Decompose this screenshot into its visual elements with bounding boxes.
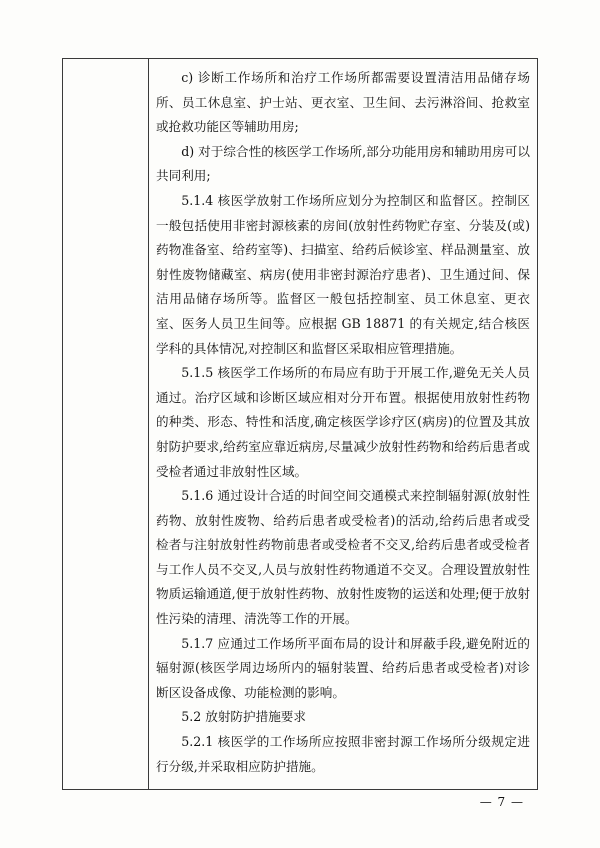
paragraph-5-1-4: 5.1.4 核医学放射工作场所应划分为控制区和监督区。控制区一般包括使用非密封源核素的房间(放射性药物贮存室、分装及(或)药物准备室、给药室等)、扫描室、给药后候诊室、样品测量室、放射性废物储藏室、病房(使用非密封源治疗患者)、卫生通过间、保洁用品储存场所等。监督区一般包括控制室、员工休息室、更衣室、医务人员卫生间等。应根据 GB 18871 的有关规定,结合核医学科的具体情况,对控制区和监督区采取相应管理措施。 [156,192,530,356]
paragraph-d: d) 对于综合性的核医学工作场所,部分功能用房和辅助用房可以共同利用; [156,143,530,184]
paragraph-c: c) 诊断工作场所和治疗工作场所都需要设置清洁用品储存场所、员工休息室、护士站、更衣室、卫生间、去污淋浴间、抢救室或抢救功能区等辅助用房; [156,70,530,135]
page-number: — 7 — [479,795,524,809]
left-column-rule [148,58,149,790]
paragraph-5-2-1: 5.2.1 核医学的工作场所应按照非密封源工作场所分级规定进行分级,并采取相应防护措施。 [156,734,530,774]
right-column-rule [537,58,538,790]
paragraph-5-1-7: 5.1.7 应通过工作场所平面布局的设计和屏蔽手段,避免附近的辐射源(核医学周边场所内的辐射装置、给药后患者或受检者)对诊断区设备成像、功能检测的影响。 [156,635,530,700]
document-body [156,66,530,779]
section-heading-5-2: 5.2 放射防护措施要求 [181,709,306,725]
paragraph-5-1-6: 5.1.6 通过设计合适的时间空间交通模式来控制辐射源(放射性药物、放射性废物、给药后患者或受检者)的活动,给药后患者或受检者与注射放射性药物前患者或受检者不交叉,给药后患者或受检者与工作人员不交叉,人员与放射性药物通道不交叉。合理设置放射性物质运输通道,便于放射性药物、放射性废物的运送和处理;便于放射性污染的清理、清洗等工作的开展。 [156,488,530,627]
paragraph-5-1-5: 5.1.5 核医学工作场所的布局应有助于开展工作,避免无关人员通过。治疗区域和诊断区域应相对分开布置。根据使用放射性药物的种类、形态、特性和活度,确定核医学诊疗区(病房)的位置及其放射防护要求,给药室应靠近病房,尽量减少放射性药物和给药后患者或受检者通过非放射性区域。 [156,365,530,479]
page-footer [62,795,538,809]
